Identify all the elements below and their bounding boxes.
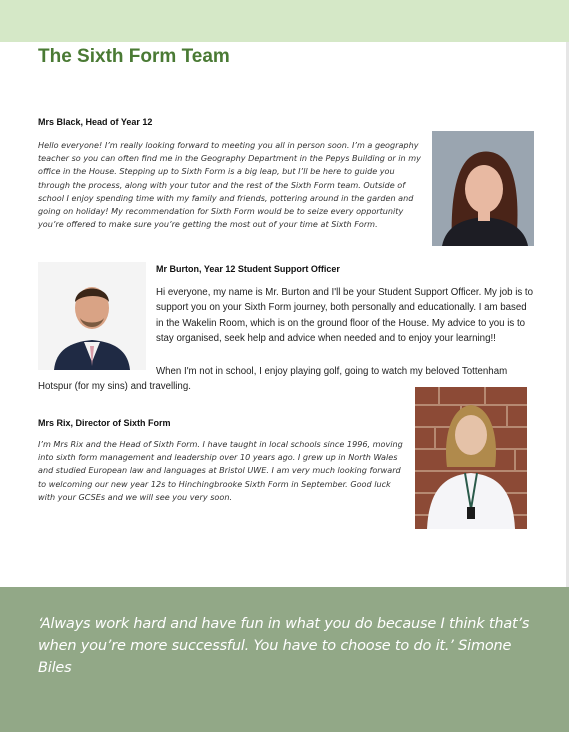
staff-heading-black: Mrs Black, Head of Year 12 — [38, 117, 153, 127]
staff-photo-black — [432, 131, 534, 246]
staff-photo-rix — [415, 387, 527, 529]
staff-bio-burton-2: When I'm not in school, I enjoy playing golf, going to watch my beloved Tottenham Hotspur (for my sins) and travelling. — [38, 366, 508, 393]
quote-text: ‘Always work hard and have fun in what you do because I think that’s when you’re more successful. You have to choose to do it.’ Simone Biles — [38, 616, 530, 676]
portrait-photo-icon — [38, 262, 146, 370]
staff-bio-black: Hello everyone! I’m really looking forward to meeting you all in person soon. I’m a geography teacher so you can often find me in the Geography Department in the Pepys Building or in my office in the House. Stepping up to Sixth Form is a big leap, but I’ll be here to guide you through the process, along with your tutor and the rest of the Sixth Form team. Outside of school I enjoy spending time with my family and friends, pottering around in the garden and going on holiday! My recommendation for Sixth Form would be to seize every opportunity you’re offered to make sure you’re getting the most out of your time at Sixth Form. — [38, 140, 421, 230]
page-title: The Sixth Form Team — [38, 46, 230, 67]
staff-bio-burton: Hi everyone, my name is Mr. Burton and I'll be your Student Support Officer. My job is to support you on your Sixth Form journey, both personally and educationally. I am based in the Wakelin Room, which is on the ground floor of the House. My advice to you is to stay organised, seek help and advice when needed and to enjoy your learning!! — [156, 287, 533, 344]
staff-heading-rix: Mrs Rix, Director of Sixth Form — [38, 418, 171, 428]
staff-photo-burton — [38, 262, 146, 370]
portrait-photo-icon — [415, 387, 527, 529]
header-band — [0, 0, 569, 42]
staff-heading-burton: Mr Burton, Year 12 Student Support Officer — [156, 264, 340, 274]
staff-bio-rix: I’m Mrs Rix and the Head of Sixth Form. I have taught in local schools since 1996, moving into sixth form management and leadership over 10 years ago. I grew up in North Wales and studied European law and languages at Bristol UWE. I am very much looking forward to welcoming our new year 12s to Hinchingbrooke Sixth Form in September. Good luck with your GCSEs and we will see you very soon. — [38, 439, 403, 502]
portrait-photo-icon — [432, 131, 534, 246]
